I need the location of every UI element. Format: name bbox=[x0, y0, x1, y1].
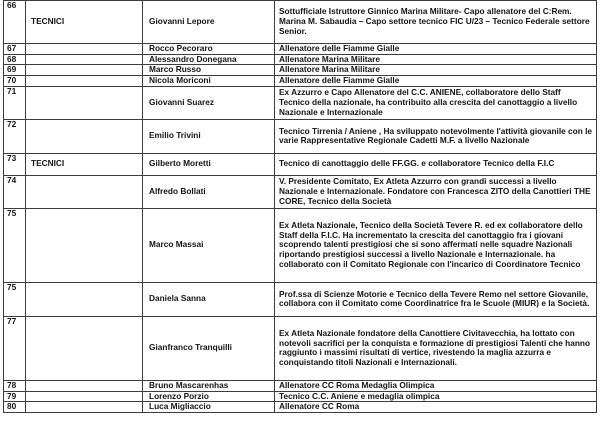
row-number: 68 bbox=[4, 54, 26, 65]
description-text: V. Presidente Comitato, Ex Atleta Azzurro con grandi successi a livello Nazionale e Internazionale. Fondatore con Francesca ZITO della Canottieri THE CORE, Tecnico della Società bbox=[279, 176, 591, 206]
row-number: 72 bbox=[4, 119, 26, 153]
table-row bbox=[4, 1, 597, 44]
table-body bbox=[4, 1, 597, 413]
row-description bbox=[275, 282, 597, 316]
description-text: Sottufficiale Istruttore Ginnico Marina Militare- Capo allenatore del C:Rem. Marina M. Sabaudia – Capo settore tecnico FIC U/23 – Tecnico Federale settore Senior. bbox=[279, 6, 590, 36]
table-row bbox=[4, 119, 597, 153]
table-row bbox=[4, 380, 597, 391]
row-description bbox=[275, 391, 597, 402]
row-number: 75 bbox=[4, 282, 26, 316]
description-text: Prof.ssa di Scienze Motorie e Tecnico della Tevere Remo nel settore Giovanile, collabora con il Comitato come Coordinatrice fra le Scuole (MIUR) e la Società. bbox=[279, 288, 590, 309]
row-number: 78 bbox=[4, 380, 26, 391]
table-row bbox=[4, 44, 597, 55]
table-row bbox=[4, 153, 597, 175]
row-description bbox=[275, 175, 597, 208]
table-row bbox=[4, 175, 597, 208]
row-name: Gianfranco Tranquilli bbox=[143, 316, 275, 380]
table-row bbox=[4, 76, 597, 87]
row-description bbox=[275, 1, 597, 44]
row-name: Alfredo Bollati bbox=[143, 175, 275, 208]
row-description bbox=[275, 119, 597, 153]
row-number: 74 bbox=[4, 175, 26, 208]
description-text: Allenatore delle Fiamme Gialle bbox=[279, 75, 400, 86]
description-text: Tecnico C.C. Aniene e medaglia olimpica bbox=[279, 391, 440, 401]
row-description bbox=[275, 86, 597, 119]
description-text: Allenatore delle Fiamme Gialle bbox=[279, 43, 400, 53]
row-name: Marco Russo bbox=[143, 65, 275, 76]
table-row bbox=[4, 54, 597, 65]
row-number: 79 bbox=[4, 391, 26, 402]
row-description bbox=[275, 402, 597, 413]
row-name: Gilberto Moretti bbox=[143, 153, 275, 175]
row-name: Giovanni Suarez bbox=[143, 86, 275, 119]
table-row bbox=[4, 208, 597, 282]
row-category bbox=[26, 86, 143, 119]
row-name: Alessandro Donegana bbox=[143, 54, 275, 65]
row-name: Emilio Trivini bbox=[143, 119, 275, 153]
description-text: Allenatore CC Roma bbox=[279, 401, 360, 412]
row-number: 73 bbox=[4, 153, 26, 175]
description-text: Tecnico di canottaggio delle FF.GG. e collaboratore Tecnico della F.I.C bbox=[279, 158, 555, 169]
row-name: Bruno Mascarenhas bbox=[143, 380, 275, 391]
row-name: Rocco Pecoraro bbox=[143, 44, 275, 55]
row-category bbox=[26, 402, 143, 413]
row-category bbox=[26, 391, 143, 402]
row-description bbox=[275, 208, 597, 282]
row-description bbox=[275, 316, 597, 380]
table-row bbox=[4, 391, 597, 402]
row-description bbox=[275, 44, 597, 55]
row-name: Nicola Moriconi bbox=[143, 76, 275, 87]
row-name: Lorenzo Porzio bbox=[143, 391, 275, 402]
row-name: Daniela Sanna bbox=[143, 282, 275, 316]
description-text: Ex Atleta Nazionale fondatore della Canottiere Civitavecchia, ha lottato con notevoli sacrifici per la conquista e formazione di prestigiosi Talenti che hanno raggiunto i massimi risultati di vertice, rivestendo la maglia azzurra e conquistando titoli Nazionali e Internazionali. bbox=[279, 327, 591, 368]
table-row bbox=[4, 402, 597, 413]
description-text: Allenatore Marina Militare bbox=[279, 54, 380, 64]
row-category bbox=[26, 65, 143, 76]
row-description bbox=[275, 153, 597, 175]
row-description bbox=[275, 54, 597, 65]
row-number: 71 bbox=[4, 86, 26, 119]
row-category: TECNICI bbox=[26, 1, 143, 44]
row-category bbox=[26, 208, 143, 282]
row-number: 80 bbox=[4, 402, 26, 413]
row-category: TECNICI bbox=[26, 153, 143, 175]
row-category bbox=[26, 316, 143, 380]
description-text: Ex Azzurro e Capo Allenatore del C.C. ANIENE, collaboratore dello Staff Tecnico della nazionale, ha contribuito alla crescita del canottaggio a livello Nazionale e Internazionale bbox=[279, 87, 578, 117]
row-category bbox=[26, 44, 143, 55]
document-table bbox=[3, 0, 597, 413]
table-row bbox=[4, 282, 597, 316]
row-number: 69 bbox=[4, 65, 26, 76]
description-text: Tecnico Tirrenia / Aniene , Ha sviluppato notevolmente l'attività giovanile con le varie Rappresentative Regionale Cadetti M.F. a livello Nazionale bbox=[279, 125, 593, 146]
row-category bbox=[26, 76, 143, 87]
row-category bbox=[26, 175, 143, 208]
row-description bbox=[275, 76, 597, 87]
table-row bbox=[4, 65, 597, 76]
description-text: Allenatore CC Roma Medaglia Olimpica bbox=[279, 380, 435, 390]
row-number: 66 bbox=[4, 1, 26, 44]
row-description bbox=[275, 380, 597, 391]
row-name: Luca Migliaccio bbox=[143, 402, 275, 413]
row-number: 70 bbox=[4, 76, 26, 87]
table-row bbox=[4, 86, 597, 119]
row-category bbox=[26, 380, 143, 391]
row-category bbox=[26, 282, 143, 316]
row-category bbox=[26, 54, 143, 65]
row-number: 75 bbox=[4, 208, 26, 282]
description-text: Allenatore Marina Militare bbox=[279, 64, 380, 75]
row-description bbox=[275, 65, 597, 76]
description-text: Ex Atleta Nazionale, Tecnico della Società Tevere R. ed ex collaboratore dello Staff della F.I.C. Ha incrementato la crescita del canottaggio fra i giovani scoprendo talenti prestigiosi che si sono affermati nelle squadre Nazionali riportando prestigiosi successi a livello Nazionale e Internazionale. ha collaborato con il Comitato Regionale con l'incarico di Coordinatore Tecnico bbox=[279, 220, 583, 269]
row-name: Giovanni Lepore bbox=[143, 1, 275, 44]
table-row bbox=[4, 316, 597, 380]
row-name: Marco Massai bbox=[143, 208, 275, 282]
row-number: 67 bbox=[4, 44, 26, 55]
row-number: 77 bbox=[4, 316, 26, 380]
row-category bbox=[26, 119, 143, 153]
